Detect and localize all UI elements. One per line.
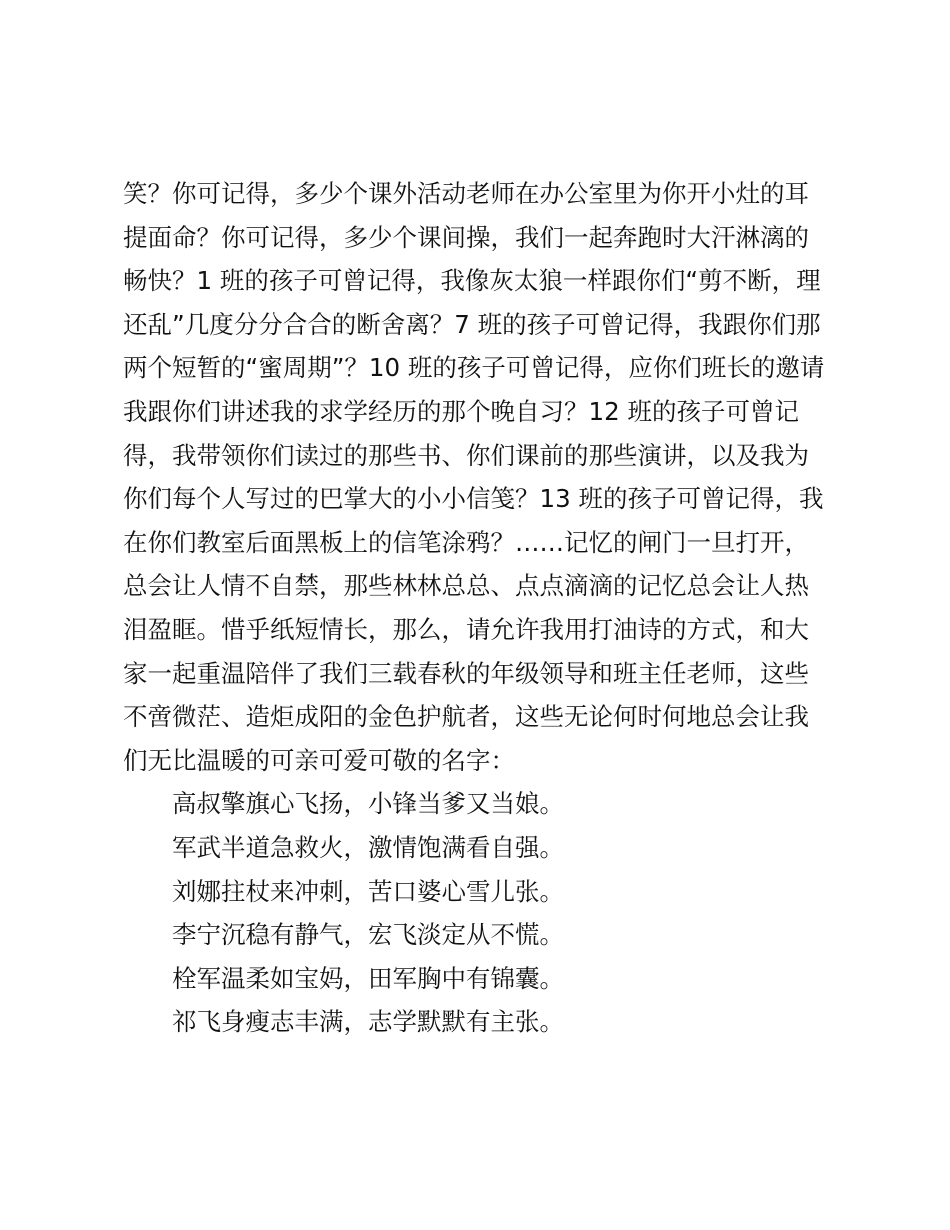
- paragraph-line: 我跟你们讲述我的求学经历的那个晚自习？12 班的孩子可曾记: [123, 396, 799, 426]
- paragraph-line: 畅快？1 班的孩子可曾记得，我像灰太狼一样跟你们“剪不断，理: [123, 266, 821, 296]
- paragraph-line: 总会让人情不自禁，那些林林总总、点点滴滴的记忆总会让人热: [123, 571, 809, 601]
- poem-line: 栓军温柔如宝妈，田军胸中有锦囊。: [172, 963, 564, 993]
- poem-line: 军武半道急救火，激情饱满看自强。: [172, 832, 564, 862]
- paragraph-line: 笑？你可记得，多少个课外活动老师在办公室里为你开小灶的耳: [123, 179, 809, 208]
- paragraph-line: 不啻微茫、造炬成阳的金色护航者，这些无论何时何地总会让我: [123, 702, 809, 732]
- poem-line: 李宁沉稳有静气，宏飞淡定从不慌。: [172, 920, 564, 950]
- paragraph-line: 你们每个人写过的巴掌大的小小信笺？13 班的孩子可曾记得，我: [123, 484, 824, 514]
- paragraph-line: 在你们教室后面黑板上的信笔涂鸦？……记忆的闸门一旦打开，: [123, 527, 809, 557]
- body-text: [123, 172, 835, 1044]
- paragraph-line: 们无比温暖的可亲可爱可敬的名字：: [123, 745, 515, 775]
- paragraph-line: 家一起重温陪伴了我们三载春秋的年级领导和班主任老师，这些: [123, 658, 809, 688]
- paragraph-line: 两个短暂的“蜜周期”？10 班的孩子可曾记得，应你们班长的邀请: [123, 353, 825, 383]
- poem-line: 祁飞身瘦志丰满，志学默默有主张。: [172, 1007, 564, 1037]
- paragraph-line: 得，我带领你们读过的那些书、你们课前的那些演讲，以及我为: [123, 440, 809, 470]
- paragraph-line: 泪盈眶。惜乎纸短情长，那么，请允许我用打油诗的方式，和大: [123, 614, 809, 644]
- poem-line: 高叔擎旗心飞扬，小锋当爹又当娘。: [172, 789, 564, 819]
- poem-line: 刘娜拄杖来冲刺，苦口婆心雪儿张。: [172, 876, 564, 906]
- paragraph-line: 提面命？你可记得，多少个课间操，我们一起奔跑时大汗淋漓的: [123, 222, 809, 252]
- paragraph-line: 还乱”几度分分合合的断舍离？7 班的孩子可曾记得，我跟你们那: [123, 309, 821, 339]
